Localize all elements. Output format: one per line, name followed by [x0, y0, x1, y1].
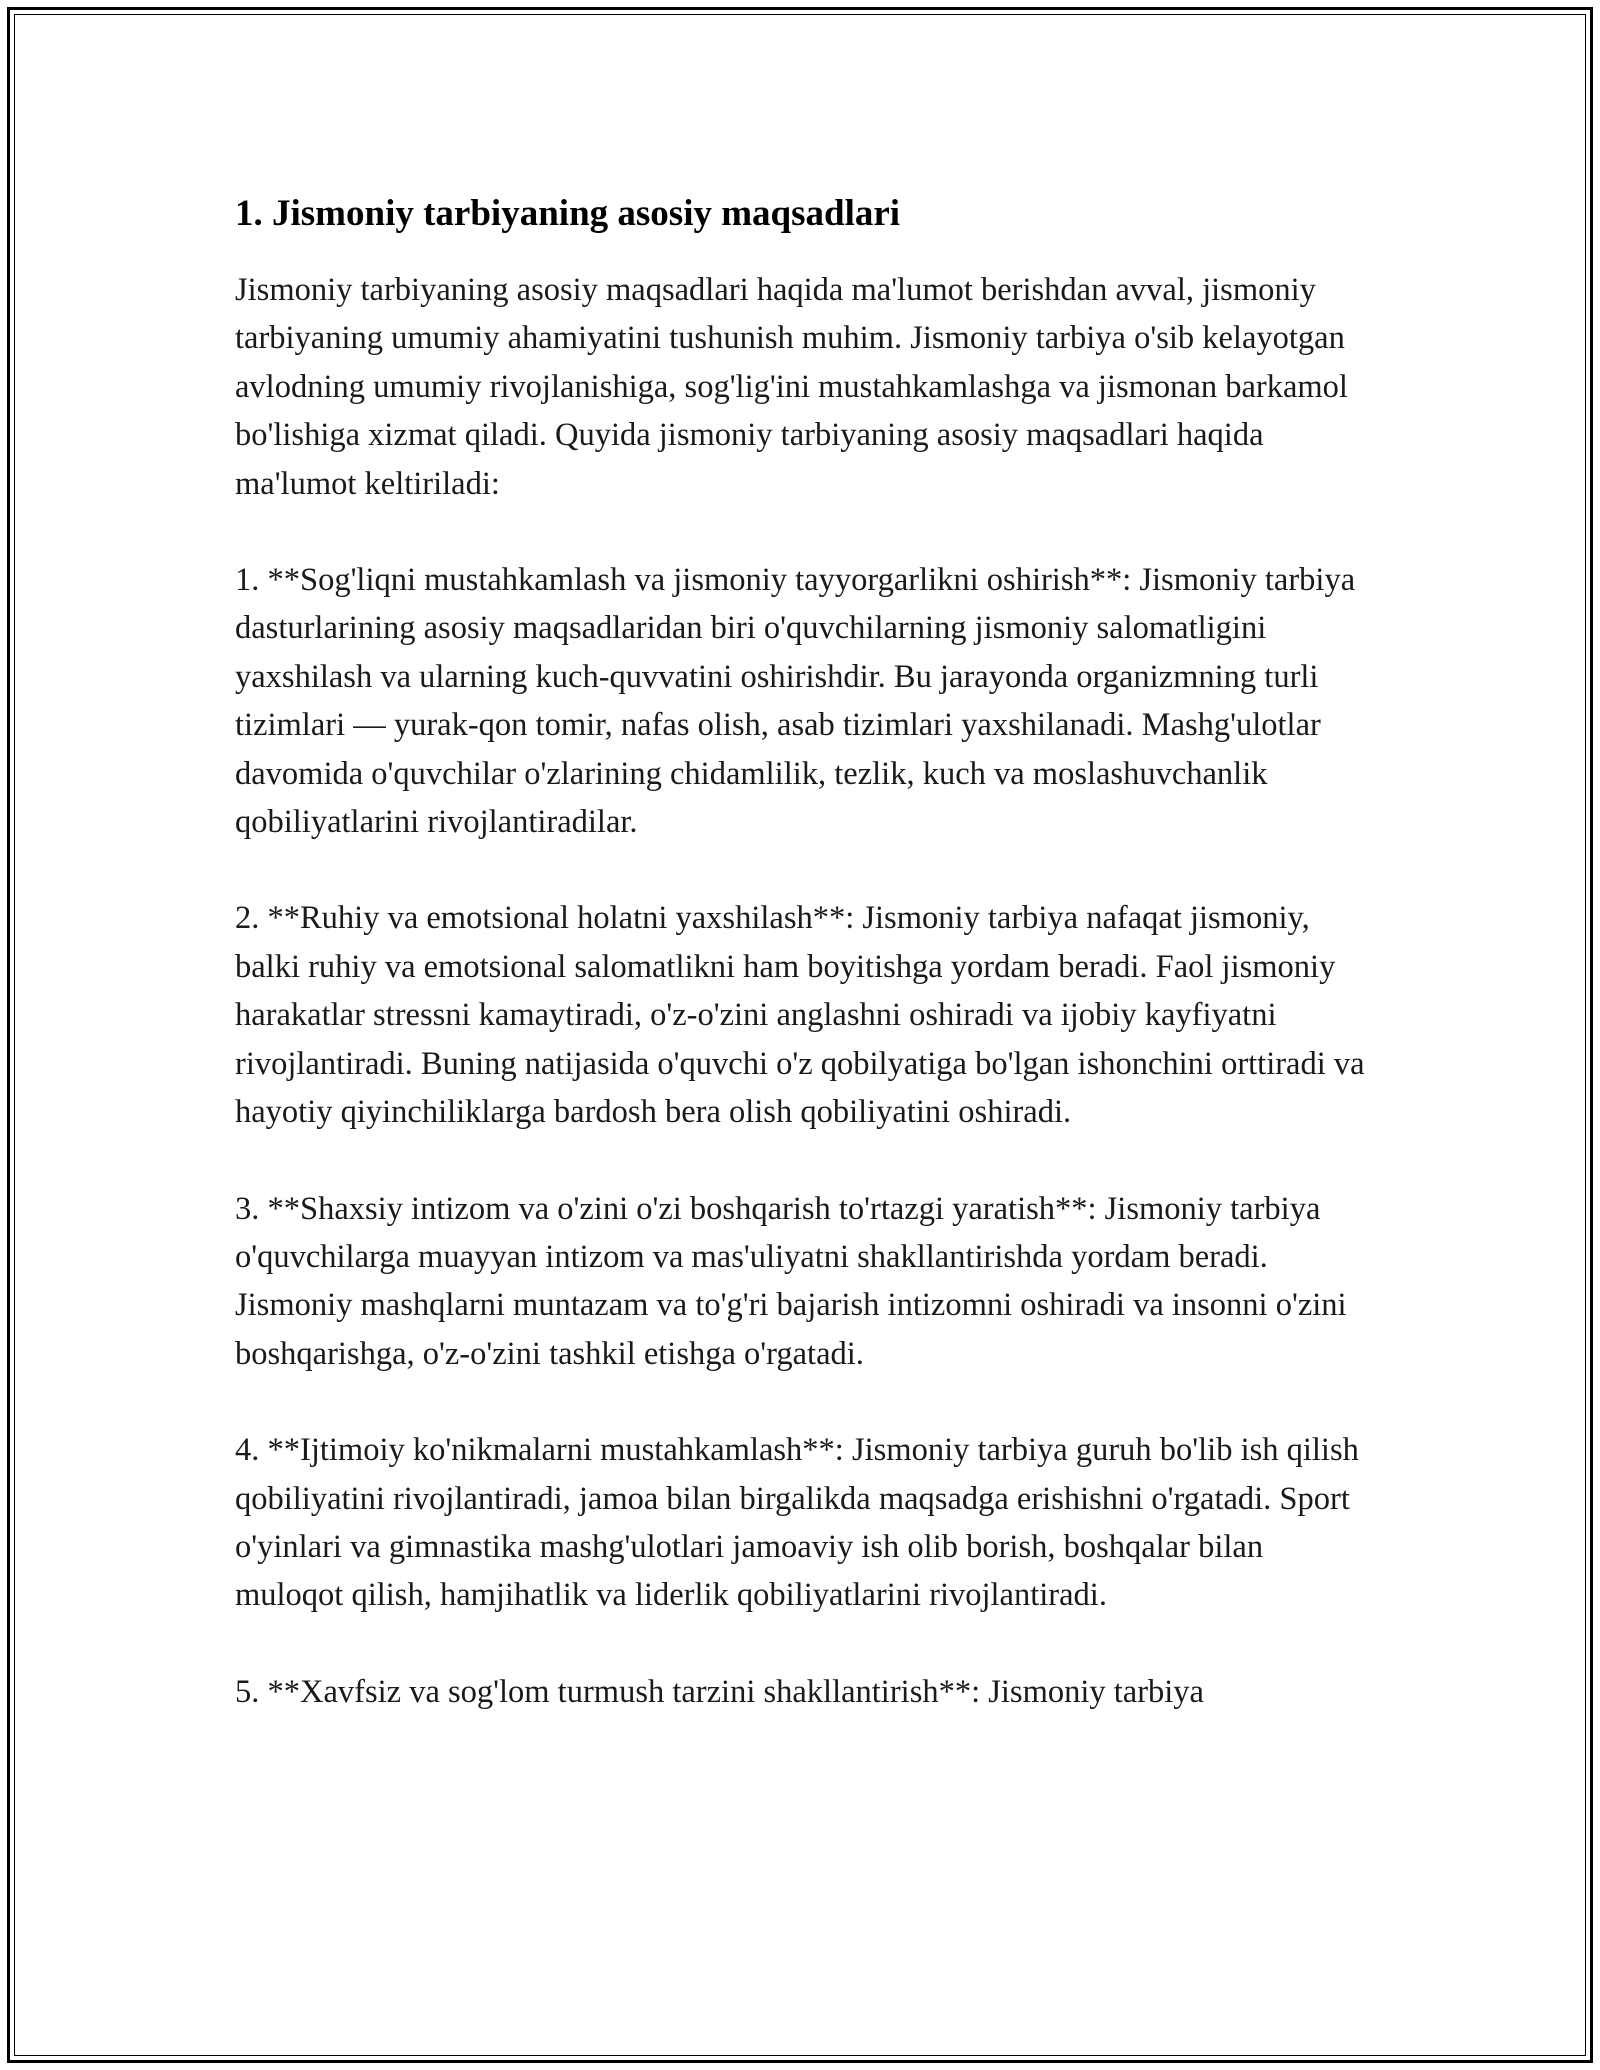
paragraph-item-5: 5. **Xavfsiz va sog'lom turmush tarzini shakllantirish**: Jismoniy tarbiya: [235, 1673, 1204, 1710]
paragraph-item-2: 2. **Ruhiy va emotsional holatni yaxshilash**: Jismoniy tarbiya nafaqat jismoniy, balki ruhiy va emotsional salomatlikni ham boyitishga yordam beradi. Faol jismoniy harakatlar stressni kamaytiradi, o'z-o'zini anglashni oshiradi va ijobiy kayfiyatni rivojlantiradi. Buning natijasida o'quvchi o'z qobilyatiga bo'lgan ishonchini orttiradi va hayotiy qiyinchiliklarga bardosh bera olish qobiliyatini oshiradi.: [235, 900, 1365, 1131]
document-title: 1. Jismoniy tarbiyaning asosiy maqsadlari: [235, 193, 901, 234]
paragraph-item-3: 3. **Shaxsiy intizom va o'zini o'zi boshqarish to'rtazgi yaratish**: Jismoniy tarbiya o'quvchilarga muayyan intizom va mas'uliyatni shakllantirishda yordam beradi. Jismoniy mashqlarni muntazam va to'g'ri bajarish intizomni oshiradi va insonni o'zini boshqarishga, o'z-o'zini tashkil etishga o'rgatadi.: [235, 1190, 1347, 1372]
document-body: [235, 190, 1375, 1764]
paragraph-intro: Jismoniy tarbiyaning asosiy maqsadlari haqida ma'lumot berishdan avval, jismoniy tarbiyaning umumiy ahamiyatini tushunish muhim. Jismoniy tarbiya o'sib kelayotgan avlodning umumiy rivojlanishiga, sog'lig'ini mustahkamlashga va jismonan barkamol bo'lishiga xizmat qiladi. Quyida jismoniy tarbiyaning asosiy maqsadlari haqida ma'lumot keltiriladi:: [235, 272, 1348, 502]
paragraph-item-1: 1. **Sog'liqni mustahkamlash va jismoniy tayyorgarlikni oshirish**: Jismoniy tarbiya dasturlarining asosiy maqsadlaridan biri o'quvchilarning jismoniy salomatligini yaxshilash va ularning kuch-quvvatini oshirishdir. Bu jarayonda organizmning turli tizimlari — yurak-qon tomir, nafas olish, asab tizimlari yaxshilanadi. Mashg'ulotlar davomida o'quvchilar o'zlarining chidamlilik, tezlik, kuch va moslashuvchanlik qobiliyatlarini rivojlantiradilar.: [235, 562, 1356, 841]
paragraph-item-4: 4. **Ijtimoiy ko'nikmalarni mustahkamlash**: Jismoniy tarbiya guruh bo'lib ish qilish qobiliyatini rivojlantiradi, jamoa bilan birgalikda maqsadga erishishni o'rgatadi. Sport o'yinlari va gimnastika mashg'ulotlari jamoaviy ish olib borish, boshqalar bilan muloqot qilish, hamjihatlik va liderlik qobiliyatlarini rivojlantiradi.: [235, 1432, 1359, 1614]
